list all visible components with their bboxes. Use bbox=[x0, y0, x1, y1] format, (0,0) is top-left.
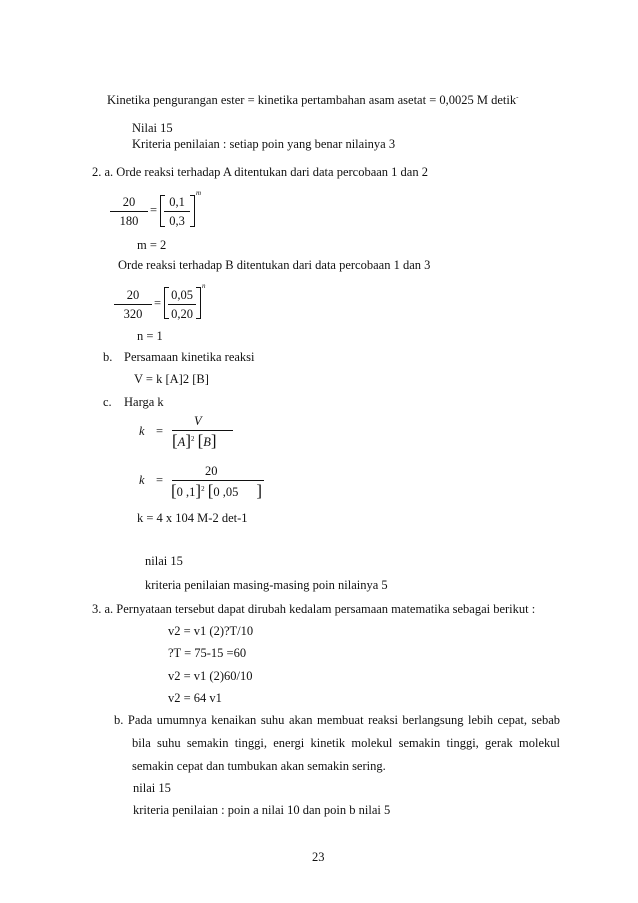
fraction-numerator: 20 bbox=[122, 195, 136, 209]
fraction-numerator: 0,05 bbox=[171, 288, 193, 302]
kinetics-statement bbox=[107, 93, 518, 108]
fraction-bar bbox=[110, 211, 148, 212]
item-c-heading: Harga k bbox=[124, 395, 164, 409]
kinetics-unit-exponent: - bbox=[516, 93, 519, 101]
score-line: Nilai 15 bbox=[132, 121, 173, 135]
order-b-heading: Orde reaksi terhadap B ditentukan dari data percobaan 1 dan 3 bbox=[118, 258, 431, 272]
explanation-line-2: bila suhu semakin tinggi, energi kinetik molekul semakin tinggi, gerak molekul bbox=[132, 736, 560, 750]
criteria-line-3: kriteria penilaian : poin a nilai 10 dan poin b nilai 5 bbox=[133, 803, 391, 817]
equals-sign: = bbox=[156, 424, 164, 438]
concentration-b: B bbox=[203, 435, 211, 449]
question-2a-heading: 2. a. Orde reaksi terhadap A ditentukan dari data percobaan 1 dan 2 bbox=[92, 165, 428, 179]
concentration-ratio-fraction bbox=[164, 195, 190, 228]
temperature-equation-3: v2 = v1 (2)60/10 bbox=[168, 669, 253, 683]
fraction-numerator: 20 bbox=[205, 464, 218, 478]
value-b: 0 ,05 bbox=[213, 485, 239, 499]
equals-sign: = bbox=[154, 296, 162, 310]
order-exponent: n bbox=[202, 282, 206, 290]
fraction-numerator: 0,1 bbox=[169, 195, 185, 209]
kinetics-text: Kinetika pengurangan ester = kinetika pertambahan asam asetat = 0,0025 M detik bbox=[107, 93, 517, 108]
right-bracket bbox=[190, 195, 195, 227]
fraction-bar bbox=[114, 304, 152, 305]
concentration-a: A bbox=[177, 435, 186, 449]
question-3a-heading: 3. a. Pernyataan tersebut dapat dirubah kedalam persamaan matematika sebagai berikut : bbox=[92, 602, 536, 616]
item-b-letter: b. bbox=[103, 350, 113, 364]
fraction-denominator: 0,20 bbox=[171, 307, 193, 321]
k-symbol: k bbox=[139, 473, 145, 487]
score-line-3: nilai 15 bbox=[133, 781, 171, 795]
temperature-equation-4: v2 = 64 v1 bbox=[168, 691, 222, 705]
item-c-letter: c. bbox=[103, 395, 112, 409]
right-bracket bbox=[196, 287, 201, 319]
equals-sign: = bbox=[150, 203, 158, 217]
a-exponent: 2 bbox=[190, 434, 195, 443]
score-line-2: nilai 15 bbox=[145, 554, 183, 568]
fraction-denominator: 180 bbox=[119, 214, 139, 228]
rate-ratio-fraction bbox=[110, 195, 148, 228]
rate-ratio-fraction bbox=[114, 288, 152, 321]
k-result: k = 4 x 104 M-2 det-1 bbox=[137, 511, 248, 525]
equals-sign: = bbox=[156, 473, 164, 487]
k-symbol: k bbox=[139, 424, 145, 438]
page-number: 23 bbox=[312, 850, 325, 864]
fraction-bar bbox=[168, 304, 196, 305]
explanation-line-1: b. Pada umumnya kenaikan suhu akan membuat reaksi berlangsung lebih cepat, sebab bbox=[114, 713, 560, 727]
item-b-heading: Persamaan kinetika reaksi bbox=[124, 350, 255, 364]
concentration-ratio-fraction bbox=[168, 288, 196, 321]
fraction-denominator: 0,3 bbox=[169, 214, 185, 228]
order-exponent: m bbox=[196, 189, 202, 197]
a-exponent: 2 bbox=[201, 484, 205, 493]
fraction-denominator: 320 bbox=[123, 307, 143, 321]
temperature-equation-1: v2 = v1 (2)?T/10 bbox=[168, 624, 254, 638]
explanation-line-3: semakin cepat dan tumbukan akan semakin sering. bbox=[132, 759, 386, 773]
fraction-denominator: [0 ,1]$^2$ [0 ,05 ] bbox=[171, 481, 263, 500]
fraction-numerator: V bbox=[194, 414, 202, 428]
order-a-result: m = 2 bbox=[137, 238, 167, 252]
fraction-denominator: $[A]^2$ [B] bbox=[172, 431, 217, 450]
rate-law: V = k [A]2 [B] bbox=[134, 372, 209, 386]
criteria-line-2: kriteria penilaian masing-masing poin nilainya 5 bbox=[145, 578, 388, 592]
fraction-bar bbox=[164, 211, 190, 212]
fraction-numerator: 20 bbox=[126, 288, 140, 302]
value-a: 0 ,1 bbox=[176, 485, 196, 499]
order-b-result: n = 1 bbox=[137, 329, 163, 343]
temperature-equation-2: ?T = 75-15 =60 bbox=[168, 646, 247, 660]
criteria-line: Kriteria penilaian : setiap poin yang benar nilainya 3 bbox=[132, 137, 396, 151]
